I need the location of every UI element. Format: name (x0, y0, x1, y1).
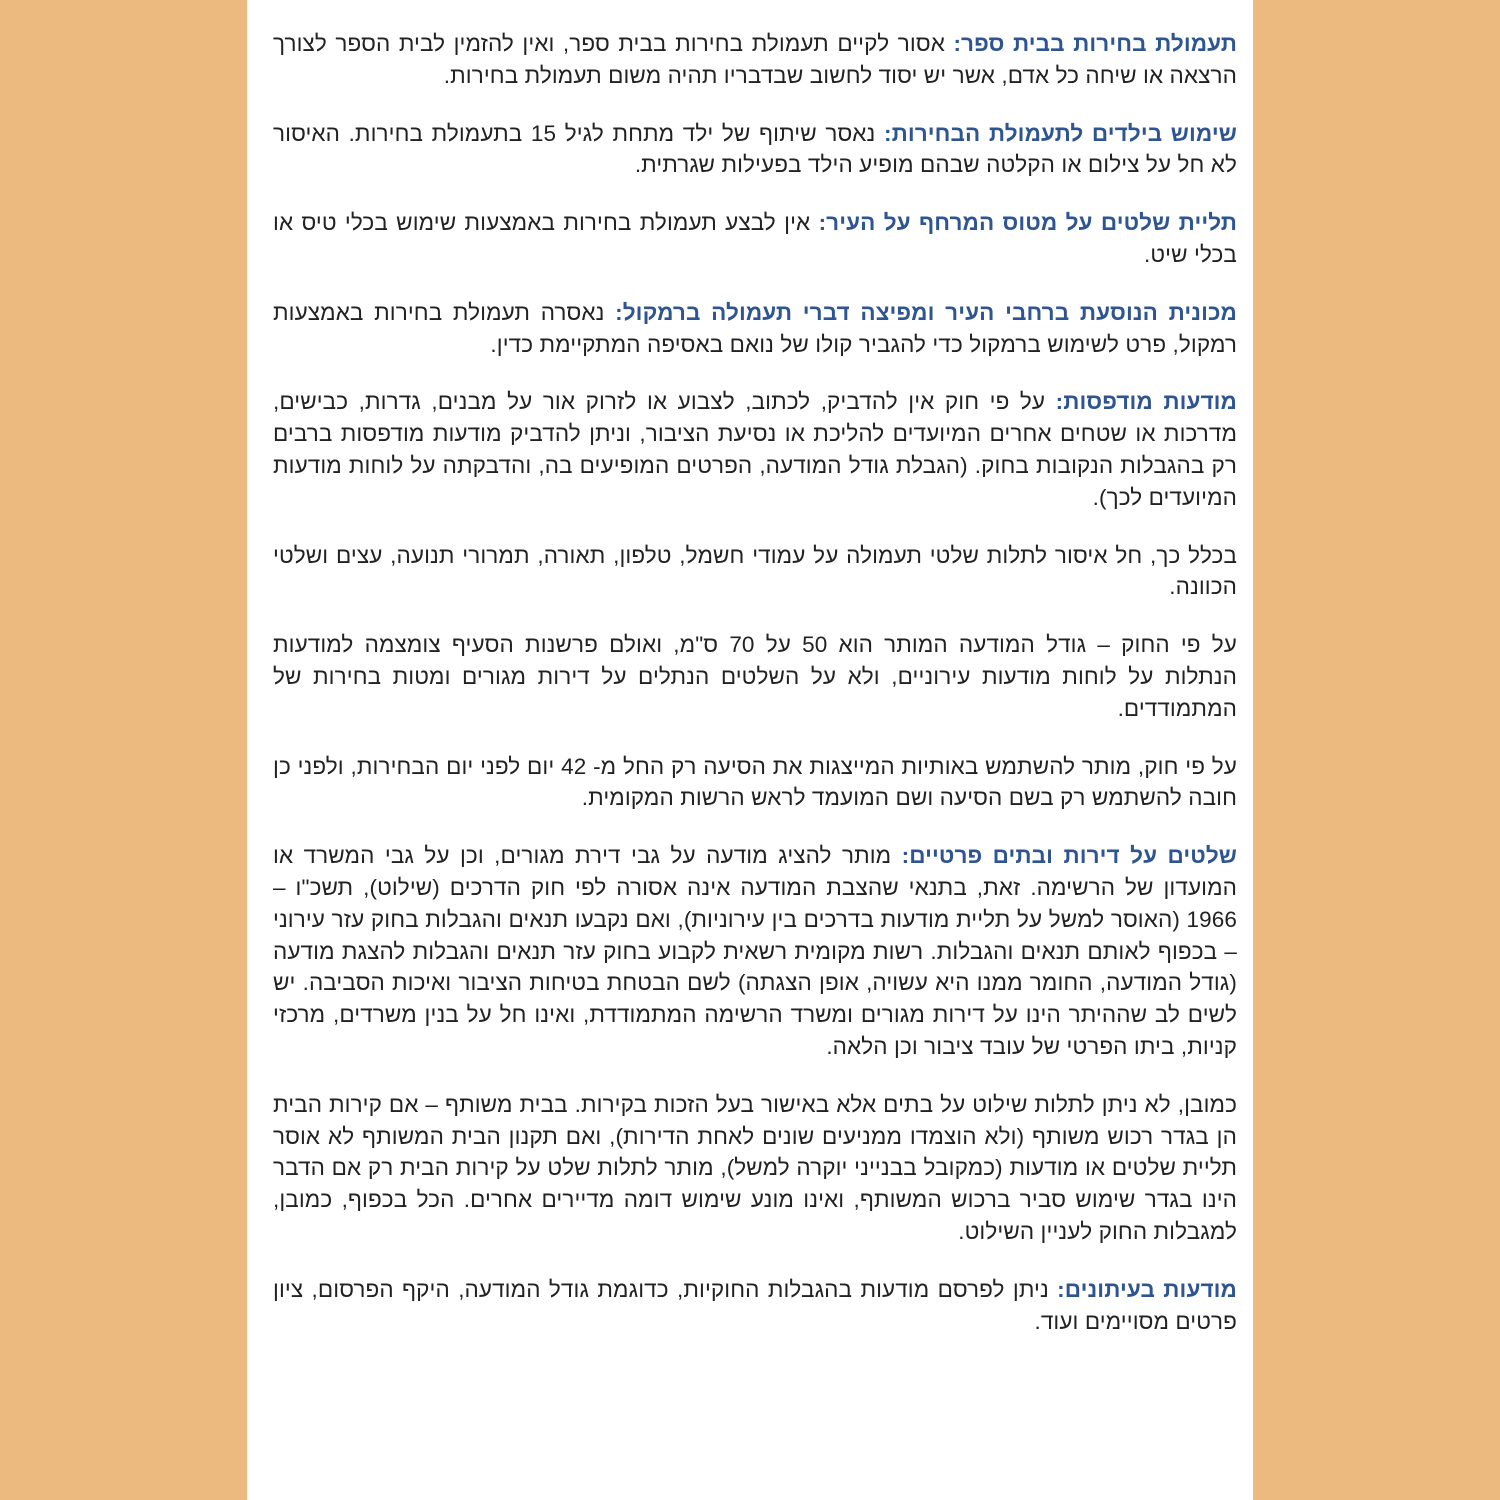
section-text: כמובן, לא ניתן לתלות שילוט על בתים אלא באישור בעל הזכות בקירות. בבית משותף – אם קירות הבית הן בגדר רכוש משותף (ולא הוצמדו ממניעים שונים לאחת הדירות), ואם תקנון הבית המשותף לא אוסר תליית שלטים או מודעות (כמקובל בבנייני יוקרה למשל), מותר לתלות שלט על קירות הבית רק אם הדבר הינו בגדר שימוש סביר ברכוש המשותף, ואינו מונע שימוש דומה מדיירים אחרים. הכל בכפוף, כמובן, למגבלות החוק לעניין השילוט. (273, 1091, 1237, 1244)
section-shared-building (273, 1089, 1237, 1248)
section-heading: תליית שלטים על מטוס המרחף על העיר: (818, 210, 1237, 236)
section-text: מותר להציג מודעה על גבי דירת מגורים, וכן על גבי המשרד או המועדון של הרשימה. זאת, בתנאי שהצבת המודעה אינה אסורה לפי חוק הדרכים (שילוט), תשכ"ו – 1966 (האוסר למשל על תליית מודעות בדרכים בין עירוניות), ואם נקבעו תנאים והגבלות בחוק עזר עירוני – בכפוף לאותם תנאים והגבלות. רשות מקומית רשאית לקבוע בחוק עזר תנאים והגבלות להצגת מודעה (גודל המודעה, החומר ממנו היא עשויה, אופן הצגתה) לשם הבטחת בטיחות הציבור ואיכות הסביבה. יש לשים לב שההיתר הינו על דירות מגורים ומשרד הרשימה המתמודדת, ואינו חל על בנין משרדים, מרכזי קניות, ביתו הפרטי של עובד ציבור וכן הלאה. (273, 843, 1237, 1059)
section-heading: מכונית הנוסעת ברחבי העיר ומפיצה דברי תעמולה ברמקול: (615, 299, 1237, 325)
section-heading: שלטים על דירות ובתים פרטיים: (901, 843, 1238, 869)
section-aircraft-banners (273, 207, 1237, 271)
section-text: בכלל כך, חל איסור לתלות שלטי תעמולה על עמודי חשמל, טלפון, תאורה, תמרורי תנועה, עצים ושלטי הכוונה. (273, 542, 1237, 600)
section-heading: שימוש בילדים לתעמולת הבחירות: (883, 120, 1237, 146)
section-poles-ban (273, 540, 1237, 604)
section-loudspeaker-car (273, 297, 1237, 361)
section-heading: מודעות מודפסות: (1055, 389, 1237, 415)
section-newspaper-ads (273, 1274, 1237, 1338)
section-printed-notices (273, 386, 1237, 513)
section-text: נאסר שיתוף של ילד מתחת לגיל 15 בתעמולת בחירות. האיסור לא חל על צילום או הקלטה שבהם מופיע הילד בפעילות שגרתית. (273, 120, 1237, 178)
section-private-homes-signs (273, 840, 1237, 1063)
section-heading: מודעות בעיתונים: (1057, 1276, 1237, 1302)
section-text: נאסרה תעמולת בחירות באמצעות רמקול, פרט לשימוש ברמקול כדי להגביר קולו של נואם באסיפה המתקיימת כדין. (273, 299, 1237, 357)
section-party-letters (273, 751, 1237, 815)
section-notice-size (273, 629, 1237, 724)
section-text: על פי חוק, מותר להשתמש באותיות המייצגות את הסיעה רק החל מ- 42 יום לפני יום הבחירות, ולפני כן חובה להשתמש רק בשם הסיעה ושם המועמד לראש הרשות המקומית. (273, 753, 1238, 811)
section-text: אסור לקיים תעמולת בחירות בבית ספר, ואין להזמין לבית הספר לצורך הרצאה או שיחה כל אדם, אשר יש יסוד לחשוב שבדבריו תהיה משום תעמולת בחירות. (273, 31, 1237, 88)
section-text: ניתן לפרסם מודעות בהגבלות החוקיות, כדוגמת גודל המודעה, היקף הפרסום, ציון פרטים מסויימים ועוד. (273, 1276, 1237, 1334)
document-body (273, 28, 1237, 1337)
section-school-campaigning (273, 28, 1237, 92)
section-text: על פי חוק אין להדביק, לכתוב, לצבוע או לזרוק אור על מבנים, גדרות, כבישים, מדרכות או שטחים אחרים המיועדים להליכת או נסיעת הציבור, וניתן להדביק מודעות מודפסות ברבים רק בהגבלות הנקובות בחוק. (הגבלת גודל המודעה, הפרטים המופיעים בה, והדבקתה על לוחות מודעות המיועדים לכך). (273, 389, 1237, 510)
section-text: על פי החוק – גודל המודעה המותר הוא 50 על 70 ס"מ, ואולם פרשנות הסעיף צומצמה למודעות הנתלות על לוחות מודעות עירוניים, ולא על השלטים הנתלים על דירות מגורים ומטות בחירות של המתמודדים. (273, 632, 1237, 721)
section-children-in-campaign (273, 118, 1237, 182)
section-text: אין לבצע תעמולת בחירות באמצעות שימוש בכלי טיס או בכלי שיט. (273, 210, 1237, 267)
section-heading: תעמולת בחירות בבית ספר: (953, 31, 1237, 56)
document-page (247, 0, 1253, 1500)
